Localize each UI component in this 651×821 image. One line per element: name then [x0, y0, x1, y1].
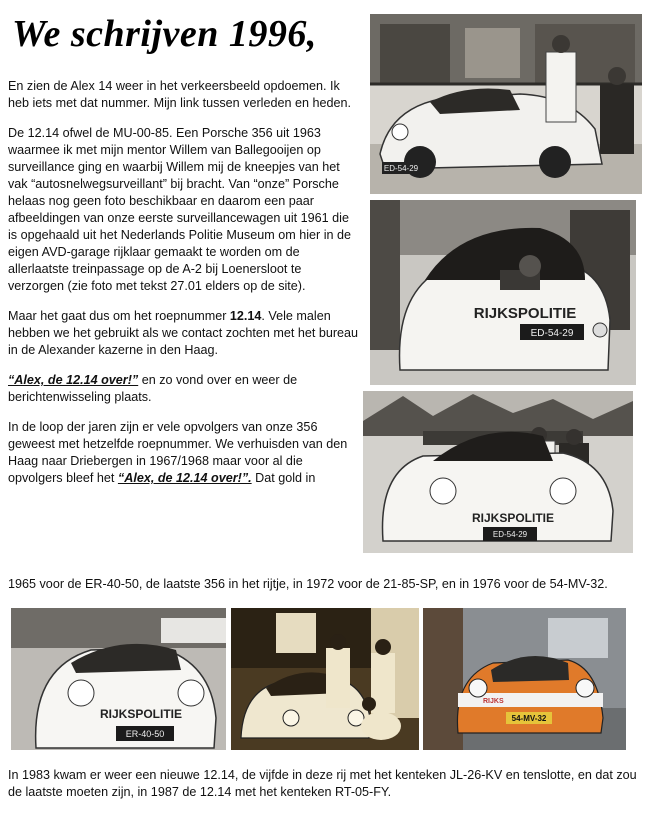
- photo2-rijkspolitie-sign: RIJKSPOLITIE: [473, 305, 577, 322]
- successors-text-1: In de loop der jaren zijn er vele opvolgers van onze 356 geweest met hetzelfde roepnummer. We verhuisden van den Haag naar Driebergen in 1967/1968 maar voor al die opvolgers bleef het: [8, 420, 348, 485]
- successors-quote: “Alex, de 12.14 over!”.: [117, 471, 252, 485]
- radio-quote-text: en zo vond over en weer de berichtenwisseling plaats.: [8, 373, 298, 404]
- call-sign-text-1: Maar het gaat dus om het roepnummer: [8, 309, 230, 323]
- call-sign-number: 12.14: [229, 309, 262, 323]
- photo-porsche-orange-911: [423, 608, 626, 750]
- successors-text-2: Dat gold in: [251, 471, 316, 485]
- call-sign-text-2: . Vele malen hebben we het gebruikt als we contact zochten met het bureau in de Alexander kazerne in den Haag.: [8, 309, 359, 357]
- photo2-license-plate: ED-54-29: [530, 328, 574, 339]
- photo-porsche-sepia-officers: [231, 608, 419, 750]
- closing-paragraph: In 1983 kwam er weer een nieuwe 12.14, de vijfde in deze rij met het kenteken JL-26-KV en tenslotte, en dat zou de laatste moeten zijn, in 1987 de 12.14 met het kenteken RT-05-FY.: [8, 768, 637, 799]
- call-sign-paragraph: [8, 308, 360, 359]
- article-column: [8, 78, 360, 487]
- photo3-license-plate: ED-54-29: [492, 530, 528, 539]
- porsche-paragraph: De 12.14 ofwel de MU-00-85. Een Porsche 356 uit 1963 waarmee ik met mijn mentor Willem van Ballegooijen op surveillance ging en waarbij Willem mij de kneepjes van het vak “autosnelwegsurveillant” bij bracht. Van “onze” Porsche helaas nog geen foto beschikbaar en daarom een paar afbeeldingen van onze eerste surveillancewagen uit 1961 die is opgehaald uit het Nederlands Politie Museum om hier in de eigen AVD-garage rijklaar gemaakt te worden om de allerlaatste treinpassage op de A-2 bij Loenersloot te verzorgen (zie foto met tekst 27.01 elders op de site).: [8, 126, 352, 293]
- photo-porsche-garage-men: [370, 14, 642, 194]
- photo3-rijkspolitie-sign: RIJKSPOLITIE: [471, 511, 555, 525]
- radio-quote: “Alex, de 12.14 over!”: [8, 373, 139, 387]
- photo-porsche-er-40-50: [11, 608, 226, 750]
- successors-continuation: 1965 voor de ER-40-50, de laatste 356 in het rijtje, in 1972 voor de 21-85-SP, en in 1976 voor de 54-MV-32.: [8, 577, 608, 591]
- photo4-rijkspolitie-sign: RIJKSPOLITIE: [99, 707, 183, 721]
- photo4-license-plate: ER-40-50: [125, 729, 165, 739]
- photo6-rijks-sign: RIJKS: [483, 698, 504, 705]
- page-title: We schrijven 1996,: [12, 13, 317, 55]
- photo1-license-plate: ED-54-29: [383, 164, 419, 173]
- photo-porsche-rijkspolitie-rear: [370, 200, 636, 385]
- radio-quote-paragraph: [8, 372, 360, 406]
- photo6-license-plate: 54-MV-32: [511, 714, 547, 723]
- photo-porsche-front-men: [363, 391, 633, 553]
- successors-paragraph: [8, 419, 360, 487]
- intro-paragraph: En zien de Alex 14 weer in het verkeersbeeld opdoemen. Ik heb iets met dat nummer. Mijn link tussen verleden en heden.: [8, 79, 352, 110]
